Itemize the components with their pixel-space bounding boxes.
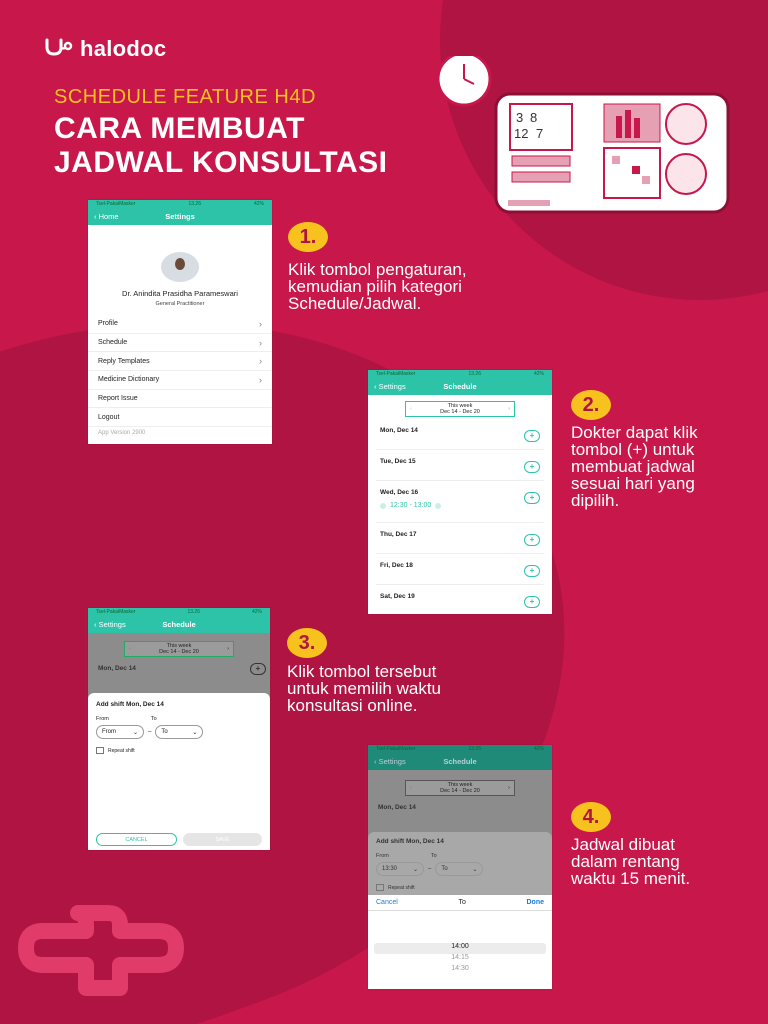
menu-item-medicine-dictionary[interactable]: [88, 371, 272, 390]
menu-label: Reply Templates: [98, 357, 150, 365]
clock-icon: [438, 56, 490, 105]
chevron-left-icon[interactable]: ‹: [410, 406, 412, 412]
picker-option[interactable]: 14:30: [451, 965, 469, 972]
app-version: App Version 2900: [98, 430, 146, 437]
picker-title: To: [458, 899, 466, 906]
nav-bar: [88, 616, 270, 633]
chevron-right-icon: ›: [259, 356, 262, 367]
phone-screen-add-shift: [88, 608, 270, 850]
check-icon: [435, 503, 441, 509]
day-label: Mon, Dec 14: [380, 427, 418, 434]
nav-bar: [368, 378, 552, 395]
menu-label: Report Issue: [98, 395, 138, 403]
logo-text: halodoc: [80, 36, 167, 61]
to-value: To: [161, 729, 168, 735]
from-select[interactable]: [96, 725, 144, 739]
time-text: 13.26: [188, 201, 201, 207]
day-row: [376, 523, 544, 554]
title-line-1: CARA MEMBUAT: [54, 112, 305, 145]
chevron-down-icon: ⌄: [192, 729, 198, 736]
chevron-right-icon: ›: [259, 374, 262, 385]
calendar-number: 3: [516, 110, 524, 125]
plus-cross-icon: [8, 893, 193, 1003]
add-shift-button[interactable]: +: [524, 430, 540, 442]
picker-done-button[interactable]: Done: [526, 899, 544, 906]
to-label: To: [430, 853, 437, 859]
carrier-text: Tsel-PakaiMasker: [376, 371, 416, 377]
day-row: [368, 798, 552, 817]
back-label: Home: [98, 212, 119, 221]
add-shift-button[interactable]: +: [524, 461, 540, 473]
battery-text: 42%: [533, 371, 544, 377]
screen-title: Schedule: [443, 757, 477, 766]
battery-text: 42%: [533, 746, 544, 752]
repeat-label: Repeat shift: [388, 884, 415, 891]
back-button[interactable]: ‹ Settings: [374, 757, 406, 766]
subtitle: SCHEDULE FEATURE H4D: [54, 86, 316, 108]
avatar: [161, 252, 199, 282]
add-shift-button[interactable]: +: [524, 492, 540, 504]
status-bar: [368, 370, 552, 378]
chevron-down-icon: ⌄: [412, 866, 418, 873]
back-label: Settings: [98, 620, 126, 629]
status-bar: [368, 745, 552, 753]
time-text: 13.26: [468, 371, 481, 377]
day-row: [376, 419, 544, 450]
shift-time: 12:30 - 13:00: [390, 502, 432, 509]
add-shift-sheet: Add shift Mon, Dec 14 From To 13:30 ⌄ – To ⌄ Repeat shift: [368, 832, 552, 902]
phone-screen-settings: [88, 200, 272, 444]
add-shift-button[interactable]: +: [250, 663, 266, 675]
week-label: This week: [447, 403, 473, 409]
add-shift-sheet: Add shift Mon, Dec 14 From To From ⌄ – To ⌄ Repeat shift CANCEL SAVE: [88, 693, 270, 850]
nav-bar: [88, 208, 272, 225]
picker-toolbar: [368, 895, 552, 911]
dot-icon: [380, 503, 386, 509]
day-row: [376, 481, 544, 523]
to-label: To: [150, 716, 157, 722]
halodoc-logo: [44, 36, 166, 62]
stethoscope-icon: [44, 38, 74, 60]
day-label: Wed, Dec 16: [380, 489, 419, 496]
repeat-checkbox[interactable]: [376, 884, 384, 891]
back-label: Settings: [378, 757, 406, 766]
screen-title: Schedule: [162, 620, 196, 629]
menu-item-profile[interactable]: [88, 315, 272, 334]
week-selector: ‹ This week Dec 14 - Dec 20 ›: [405, 780, 515, 796]
repeat-label: Repeat shift: [108, 747, 135, 754]
settings-menu: [88, 315, 272, 427]
page-title: [54, 112, 388, 180]
day-label: Thu, Dec 17: [380, 531, 417, 538]
screen-title: Settings: [165, 212, 195, 221]
step-number-1: 1.: [288, 222, 328, 252]
menu-item-reply-templates[interactable]: [88, 352, 272, 371]
picker-cancel-button[interactable]: Cancel: [376, 899, 398, 906]
doctor-name: Dr. Anindita Prasidha Parameswari: [122, 289, 238, 298]
day-row: [376, 585, 544, 614]
to-select[interactable]: [155, 725, 203, 739]
title-line-2: JADWAL KONSULTASI: [54, 146, 388, 179]
week-label: This week: [166, 643, 192, 649]
menu-item-report-issue[interactable]: [88, 390, 272, 409]
step-number-4: 4.: [571, 802, 611, 832]
menu-item-schedule[interactable]: [88, 334, 272, 353]
back-button[interactable]: ‹ Settings: [374, 382, 406, 391]
doctor-avatar-icon: [666, 154, 706, 194]
back-button[interactable]: ‹ Settings: [94, 620, 126, 629]
save-button[interactable]: SAVE: [183, 833, 262, 846]
phone-screen-time-picker: [368, 745, 552, 989]
back-button[interactable]: ‹ Home: [94, 212, 119, 221]
add-shift-button[interactable]: +: [524, 565, 540, 577]
calendar-number: 12: [514, 126, 529, 141]
add-shift-button[interactable]: +: [524, 596, 540, 608]
step-number-2: 2.: [571, 390, 611, 420]
carrier-text: Tsel-PakaiMasker: [376, 746, 416, 752]
chevron-down-icon: ⌄: [472, 866, 478, 873]
chevron-down-icon: ⌄: [132, 729, 138, 736]
cancel-button[interactable]: CANCEL: [96, 833, 177, 846]
day-label: Tue, Dec 15: [380, 458, 416, 465]
doctor-role: General Practitioner: [155, 301, 205, 307]
menu-label: Logout: [98, 413, 120, 421]
week-range: Dec 14 - Dec 20: [440, 788, 480, 794]
calendar-number: 8: [530, 110, 538, 125]
battery-text: 42%: [251, 609, 262, 615]
step-number-3: 3.: [287, 628, 327, 658]
picker-option[interactable]: 14:15: [451, 954, 469, 961]
from-label: From: [376, 853, 389, 859]
sheet-title: Add shift Mon, Dec 14: [96, 701, 164, 708]
from-select[interactable]: [376, 862, 424, 876]
status-bar: [88, 200, 272, 208]
from-value: From: [102, 729, 116, 735]
menu-label: Medicine Dictionary: [98, 376, 160, 384]
to-select[interactable]: [435, 862, 483, 876]
week-label: This week: [447, 782, 473, 788]
repeat-checkbox[interactable]: [96, 747, 104, 754]
chevron-right-icon: ›: [259, 337, 262, 348]
carrier-text: Tsel-PakaiMasker: [96, 201, 136, 207]
nav-bar: [368, 753, 552, 770]
week-range: Dec 14 - Dec 20: [440, 409, 480, 415]
step-text-3: Klik tombol tersebut untuk memilih waktu konsultasi online.: [287, 662, 442, 715]
day-label: Mon, Dec 14: [98, 665, 136, 672]
time-text: 13.26: [468, 746, 481, 752]
day-row: [376, 450, 544, 481]
day-label: Mon, Dec 14: [378, 804, 416, 811]
battery-text: 42%: [253, 201, 264, 207]
step-text-4: Jadwal dibuat dalam rentang waktu 15 menit.: [571, 835, 691, 888]
step-text-2: Dokter dapat klik tombol (+) untuk membuat jadwal sesuai hari yang dipilih.: [571, 423, 698, 510]
shift-slot[interactable]: [380, 502, 540, 509]
menu-label: Schedule: [98, 339, 128, 347]
sheet-title: Add shift Mon, Dec 14: [376, 838, 444, 845]
dashboard-illustration: [436, 56, 736, 216]
phone-screen-schedule: [368, 370, 552, 614]
calendar-number: 7: [536, 126, 544, 141]
day-label: Sat, Dec 19: [380, 593, 415, 600]
menu-label: Profile: [98, 320, 118, 328]
week-range: Dec 14 - Dec 20: [159, 649, 199, 655]
chevron-right-icon[interactable]: ›: [508, 406, 510, 412]
status-bar: [88, 608, 270, 616]
from-value: 13:30: [382, 866, 398, 872]
add-shift-button[interactable]: +: [524, 534, 540, 546]
time-text: 13.26: [187, 609, 200, 615]
doctor-avatar-icon: [666, 104, 706, 144]
week-selector: ‹ This week Dec 14 - Dec 20 ›: [124, 641, 234, 657]
time-picker-wheel[interactable]: [368, 911, 552, 989]
back-label: Settings: [378, 382, 406, 391]
day-row: [376, 554, 544, 585]
carrier-text: Tsel-PakaiMasker: [96, 609, 136, 615]
step-text-1: Klik tombol pengaturan, kemudian pilih kategori Schedule/Jadwal.: [288, 260, 467, 313]
day-row: [88, 659, 270, 678]
screen-title: Schedule: [443, 382, 477, 391]
to-value: To: [441, 866, 448, 872]
menu-item-logout[interactable]: [88, 408, 272, 427]
day-label: Fri, Dec 18: [380, 562, 413, 569]
picker-option[interactable]: 14:00: [374, 943, 546, 954]
week-selector: [405, 401, 515, 417]
from-label: From: [96, 716, 109, 722]
chevron-right-icon: ›: [259, 318, 262, 329]
